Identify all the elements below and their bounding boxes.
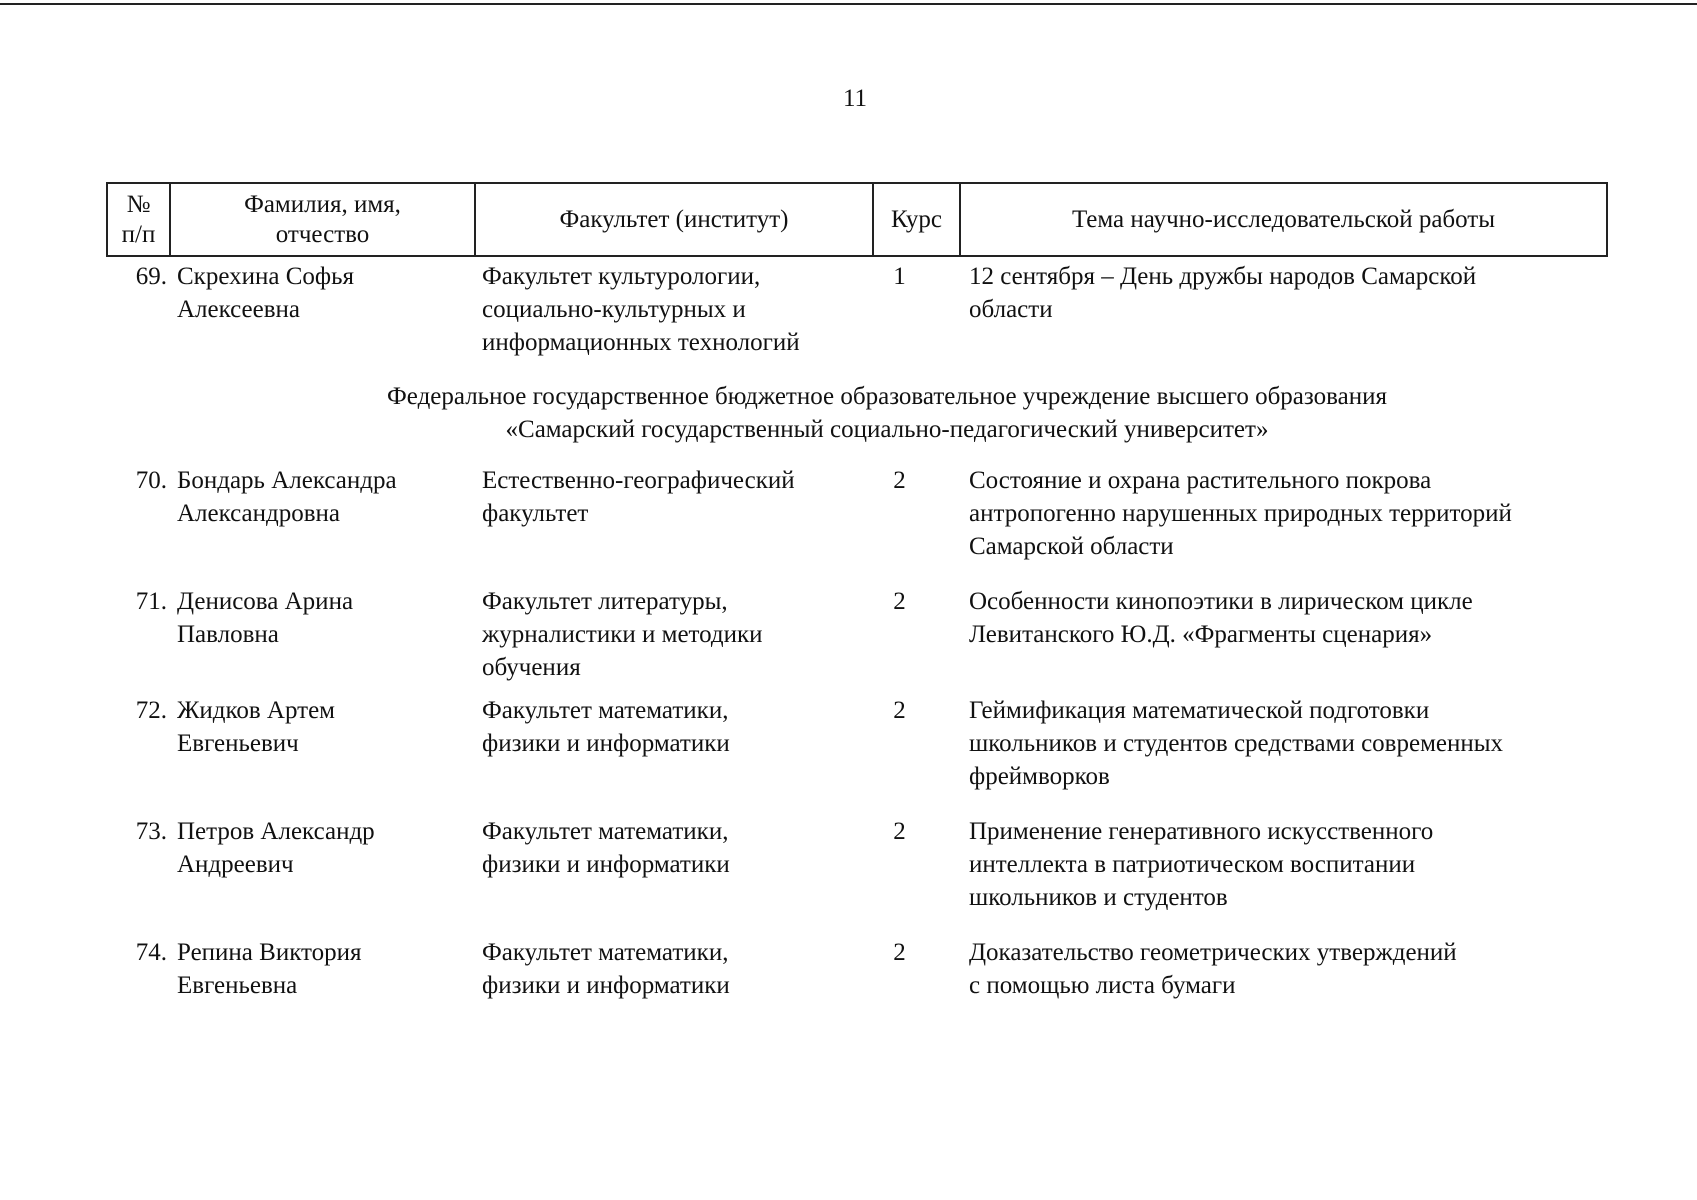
organization-line: «Самарский государственный социально-педагогический университет» xyxy=(505,416,1269,443)
table-row xyxy=(106,936,1608,1002)
row-name: Репина Виктория Евгеньевна xyxy=(177,939,362,999)
row-faculty: Факультет культурологии, социально-культурных и информационных технологий xyxy=(482,263,800,356)
row-number: 73. xyxy=(135,818,167,845)
row-topic: Применение генеративного искусственного интеллекта в патриотическом воспитании школьников и студентов xyxy=(969,818,1434,911)
row-course: 1 xyxy=(893,263,906,290)
header-course: Курс xyxy=(872,184,959,255)
row-topic: Состояние и охрана растительного покрова антропогенно нарушенных природных территорий Самарской области xyxy=(969,467,1512,560)
table-row xyxy=(106,694,1608,793)
row-name: Скрехина Софья Алексеевна xyxy=(177,263,354,323)
row-course: 2 xyxy=(893,939,906,966)
table-row xyxy=(106,464,1608,563)
row-name: Денисова Арина Павловна xyxy=(177,588,354,648)
row-faculty: Факультет математики, физики и информатики xyxy=(482,939,730,999)
organization-heading xyxy=(106,380,1608,446)
row-topic: Геймификация математической подготовки школьников и студентов средствами современных фреймворков xyxy=(969,697,1504,790)
row-course: 2 xyxy=(893,818,906,845)
row-name: Жидков Артем Евгеньевич xyxy=(177,697,335,757)
row-number: 70. xyxy=(135,467,167,494)
row-course: 2 xyxy=(893,467,906,494)
row-name: Бондарь Александра Александровна xyxy=(177,467,397,527)
header-num: № п/п xyxy=(121,190,156,248)
row-topic: Особенности кинопоэтики в лирическом цикле Левитанского Ю.Д. «Фрагменты сценария» xyxy=(969,588,1473,648)
row-faculty: Факультет математики, физики и информатики xyxy=(482,818,730,878)
row-number: 72. xyxy=(135,697,167,724)
row-number: 69. xyxy=(135,263,167,290)
row-name: Петров Александр Андреевич xyxy=(177,818,375,878)
row-faculty: Естественно-географический факультет xyxy=(482,467,795,527)
document-body xyxy=(106,182,1608,1002)
header-topic: Тема научно-исследовательской работы xyxy=(959,184,1606,255)
row-course: 2 xyxy=(893,588,906,615)
table-header xyxy=(106,182,1608,257)
row-number: 71. xyxy=(135,588,167,615)
row-course: 2 xyxy=(893,697,906,724)
table-row xyxy=(106,585,1608,684)
table-row xyxy=(106,260,1608,359)
row-faculty: Факультет математики, физики и информатики xyxy=(482,697,730,757)
table-row xyxy=(106,815,1608,914)
row-topic: Доказательство геометрических утверждений с помощью листа бумаги xyxy=(969,939,1457,999)
top-rule xyxy=(0,3,1697,5)
table-rows-top xyxy=(106,260,1608,359)
table-rows-bottom xyxy=(106,464,1608,1002)
header-name: Фамилия, имя, отчество xyxy=(169,184,474,255)
header-faculty: Факультет (институт) xyxy=(474,184,872,255)
row-topic: 12 сентября – День дружбы народов Самарской области xyxy=(969,263,1477,323)
organization-line: Федеральное государственное бюджетное образовательное учреждение высшего образования xyxy=(387,383,1387,410)
row-number: 74. xyxy=(135,939,167,966)
page-number: 11 xyxy=(842,85,868,112)
row-faculty: Факультет литературы, журналистики и методики обучения xyxy=(482,588,763,681)
